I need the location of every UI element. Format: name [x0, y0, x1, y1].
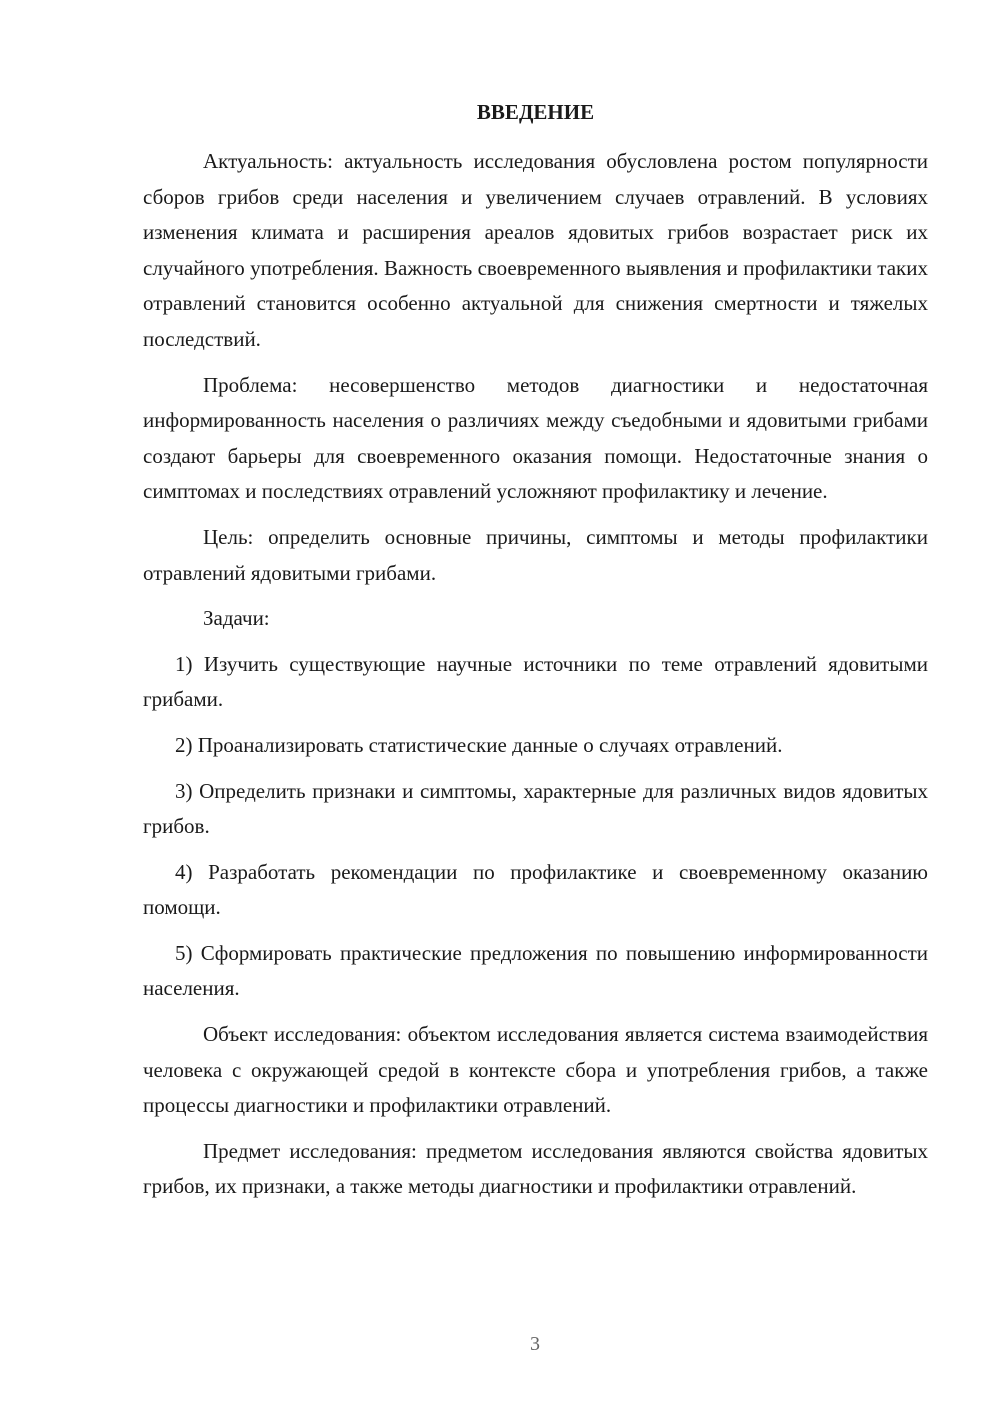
paragraph-tasks-heading: Задачи: — [203, 606, 270, 631]
task-item-1: 1) Изучить существующие научные источники по теме отравлений ядовитыми грибами. — [143, 651, 928, 712]
page-title: ВВЕДЕНИЕ — [476, 100, 595, 124]
task-item-4: 4) Разработать рекомендации по профилактике и своевременному оказанию помощи. — [143, 859, 928, 920]
task-item-5: 5) Сформировать практические предложения по повышению информированности населения. — [143, 940, 928, 1001]
document-body — [143, 144, 928, 1215]
paragraph-goal: Цель: определить основные причины, симптомы и методы профилактики отравлений ядовитыми грибами. — [143, 524, 928, 585]
paragraph-relevance: Актуальность: актуальность исследования обусловлена ростом популярности сборов грибов среди населения и увеличением случаев отравлений. В условиях изменения климата и расширения ареалов ядовитых грибов возрастает риск их случайного употребления. Важность своевременного выявления и профилактики таких отравлений становится особенно актуальной для снижения смертности и тяжелых последствий. — [143, 149, 928, 351]
paragraph-problem: Проблема: несовершенство методов диагностики и недостаточная информированность населения о различиях между съедобными и ядовитыми грибами создают барьеры для своевременного оказания помощи. Недостаточные знания о симптомах и последствиях отравлений усложняют профилактику и лечение. — [143, 372, 928, 504]
paragraph-subject: Предмет исследования: предметом исследования являются свойства ядовитых грибов, их признаки, а также методы диагностики и профилактики отравлений. — [143, 1138, 928, 1199]
task-item-3: 3) Определить признаки и симптомы, характерные для различных видов ядовитых грибов. — [143, 778, 928, 839]
task-item-2: 2) Проанализировать статистические данные о случаях отравлений. — [175, 732, 783, 757]
page-number: 3 — [530, 1333, 540, 1355]
paragraph-object: Объект исследования: объектом исследования является система взаимодействия человека с окружающей средой в контексте сбора и употребления грибов, а также процессы диагностики и профилактики отравлений. — [143, 1022, 928, 1118]
